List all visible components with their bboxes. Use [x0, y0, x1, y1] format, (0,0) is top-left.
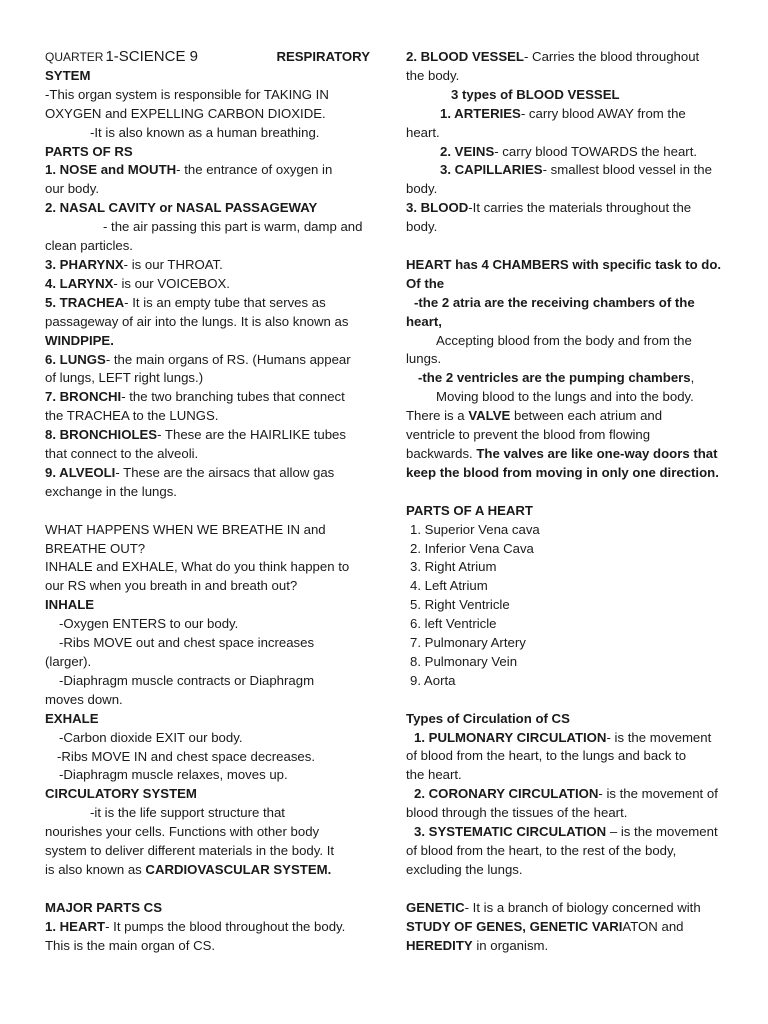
list-item: 2. Inferior Vena Cava — [410, 540, 534, 556]
list-item: 7. Pulmonary Artery — [410, 635, 526, 651]
list-item: 3. CAPILLARIES- smallest blood vessel in the — [440, 162, 712, 178]
list-item: 7. BRONCHI- the two branching tubes that connect — [45, 389, 345, 405]
list-item: 1. Superior Vena cava — [410, 521, 540, 537]
section-heading: Types of Circulation of CS — [406, 710, 570, 726]
list-item: 1. HEART- It pumps the blood throughout the body. — [45, 918, 346, 934]
list-item: 8. Pulmonary Vein — [410, 653, 518, 669]
topic-label: RESPIRATORY — [276, 49, 370, 64]
list-item: 1. NOSE and MOUTH- the entrance of oxygen in — [45, 162, 333, 178]
section-heading: CIRCULATORY SYSTEM — [45, 786, 197, 802]
left-column: QUARTER 1-SCIENCE 9 RESPIRATORY SYTEM -This organ system is responsible for TAKING IN OXYGEN and EXPELLING CARBON DIOXIDE. -It is also known as a human breathing. PARTS OF RS 1. NOSE and MOUTH- the entrance of oxygen in our body. 2. NASAL CAVITY or NASAL PASSAGEWAY - the air passing this part is warm, damp and clean particles. 3. PHARYNX- is our THROAT. 4. LARYNX- is our VOICEBOX. 5. TRACHEA- It is an empty tube that serves as passageway of air into the lungs. It is also known as WINDPIPE. 6. LUNGS- the main organs of RS. (Humans appear of lungs, LEFT right lungs.) 7. BRONCHI- the two branching tubes that connect the TRACHEA to the LUNGS. 8. BRONCHIOLES- These are the HAIRLIKE tubes that connect to the alveoli. 9. ALVEOLI- These are the airsacs that allow gas exchange in the lungs. WHAT HAPPENS WHEN WE BREATHE IN and BREATHE OUT? INHALE and EXHALE, What do you think happen to our RS when you breath in and breath out? INHALE -Oxygen ENTERS to our body. -Ribs MOVE out and chest space increases (larger). -Diaphragm muscle contracts or Diaphragm moves down. EXHALE -Carbon dioxide EXIT our body. -Ribs MOVE IN and chest space decreases. -Diaphragm muscle relaxes, moves up. CIRCULATORY SYSTEM -it is the life support structure that nourishes your cells. Functions with other body system to deliver different materials in the body. It is also known as CARDIOVASCULAR SYSTEM. MAJOR PARTS CS 1. HEART- It pumps the blood throughout the body. This is the main organ of CS. — [45, 48, 370, 953]
subject-label: 1-SCIENCE 9 — [105, 48, 198, 65]
list-item: 1. ARTERIES- carry blood AWAY from the — [440, 105, 686, 121]
section-heading: MAJOR PARTS CS — [45, 899, 162, 915]
list-item: 9. Aorta — [410, 672, 456, 688]
list-item: 3. Right Atrium — [410, 559, 497, 575]
list-item: 3. SYSTEMATIC CIRCULATION – is the movement — [414, 824, 718, 840]
question-text: WHAT HAPPENS WHEN WE BREATHE IN and — [45, 521, 326, 537]
quarter-label: QUARTER — [45, 50, 104, 64]
list-item: 2. NASAL CAVITY or NASAL PASSAGEWAY — [45, 200, 318, 216]
document-header — [45, 48, 370, 67]
intro-text: -This organ system is responsible for TAKING IN — [45, 86, 329, 102]
exhale-heading: EXHALE — [45, 710, 99, 726]
list-item: 2. CORONARY CIRCULATION- is the movement of — [414, 786, 718, 802]
inhale-heading: INHALE — [45, 597, 95, 613]
subheading: 3 types of BLOOD VESSEL — [451, 86, 620, 102]
list-item: 3. PHARYNX- is our THROAT. — [45, 256, 223, 272]
list-item: GENETIC- It is a branch of biology concerned with — [406, 899, 701, 915]
section-heading: PARTS OF RS — [45, 143, 133, 159]
list-item: 2. VEINS- carry blood TOWARDS the heart. — [440, 143, 698, 159]
section-heading: HEART has 4 CHAMBERS with specific task to do. — [406, 256, 722, 272]
list-item: 2. BLOOD VESSEL- Carries the blood throughout — [406, 49, 700, 64]
list-item: 6. left Ventricle — [410, 616, 497, 632]
right-column: 2. BLOOD VESSEL- Carries the blood throughout the body. 3 types of BLOOD VESSEL 1. ARTERIES- carry blood AWAY from the heart. 2. VEINS- carry blood TOWARDS the heart. 3. CAPILLARIES- smallest blood vessel in the body. 3. BLOOD-It carries the materials throughout the body. HEART has 4 CHAMBERS with specific task to do. Of the -the 2 atria are the receiving chambers of the heart, Accepting blood from the body and from the lungs. -the 2 ventricles are the pumping chambers, Moving blood to the lungs and into the body. There is a VALVE between each atrium and ventricle to prevent the blood from flowing backwards. The valves are like one-way doors that keep the blood from moving in only one direction. PARTS OF A HEART 1. Superior Vena cava 2. Inferior Vena Cava 3. Right Atrium 4. Left Atrium 5. Right Ventricle 6. left Ventricle 7. Pulmonary Artery 8. Pulmonary Vein 9. Aorta Types of Circulation of CS 1. PULMONARY CIRCULATION- is the movement of blood from the heart, to the lungs and back to the heart. 2. CORONARY CIRCULATION- is the movement of blood through the tissues of the heart. 3. SYSTEMATIC CIRCULATION – is the movement of blood from the heart, to the rest of the body, excluding the lungs. GENETIC- It is a branch of biology concerned with STUDY OF GENES, GENETIC VARIATON and HEREDITY in organism. — [406, 48, 726, 955]
list-item: 4. Left Atrium — [410, 578, 488, 594]
section-heading: PARTS OF A HEART — [406, 502, 533, 518]
list-item: 5. TRACHEA- It is an empty tube that serves as — [45, 294, 326, 310]
list-item: 4. LARYNX- is our VOICEBOX. — [45, 275, 230, 291]
intro-also: -It is also known as a human breathing. — [90, 124, 320, 140]
list-item: 9. ALVEOLI- These are the airsacs that allow gas — [45, 464, 335, 480]
list-item: 1. PULMONARY CIRCULATION- is the movement — [414, 729, 712, 745]
topic-label-cont: SYTEM — [45, 67, 91, 83]
list-item: 5. Right Ventricle — [410, 597, 510, 613]
list-item: 6. LUNGS- the main organs of RS. (Humans appear — [45, 351, 351, 367]
list-item: 8. BRONCHIOLES- These are the HAIRLIKE tubes — [45, 427, 346, 443]
list-item: 3. BLOOD-It carries the materials throughout the — [406, 200, 692, 216]
